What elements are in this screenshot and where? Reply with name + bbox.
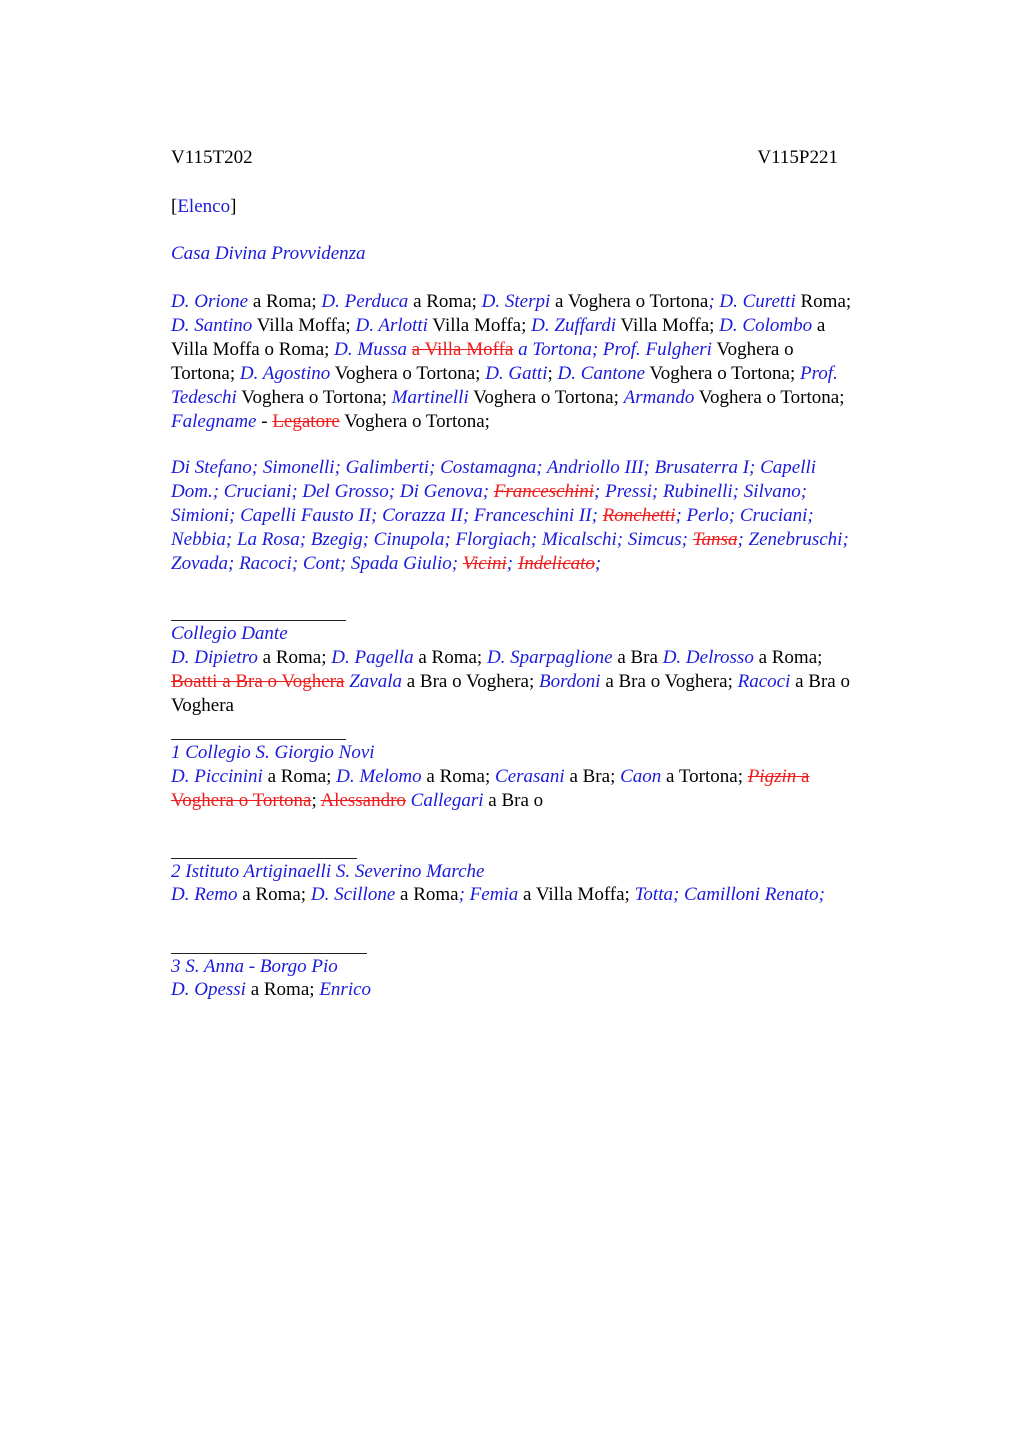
text-run: Voghera o Tortona; — [645, 363, 800, 384]
text-run: a Voghera o Tortona — [550, 291, 709, 312]
text-run: Voghera o Tortona; — [694, 387, 845, 408]
name-run: Cerasani — [495, 766, 565, 787]
name-run: Enrico — [319, 979, 372, 1000]
name-run: Zavala — [344, 671, 402, 692]
struck-run: Alessandro — [320, 790, 406, 811]
text-run: a Roma; — [753, 647, 823, 668]
name-run: ; — [708, 291, 715, 312]
text-run: a Roma; — [245, 979, 320, 1000]
name-run: D. Agostino — [239, 363, 331, 384]
separator-rule — [171, 620, 346, 621]
text-run: ; — [311, 790, 321, 811]
struck-run: a Villa Moffa — [411, 339, 514, 360]
name-run: ; Femia — [458, 884, 519, 905]
text-run: Voghera o Tortona; — [339, 411, 490, 432]
name-run: D. Santino — [171, 315, 253, 336]
name-run: Prof. — [800, 363, 838, 384]
text-run: a Roma — [395, 884, 459, 905]
name-run: Martinelli — [391, 387, 469, 408]
anna-title: 3 S. Anna - Borgo Pio — [171, 956, 338, 977]
text-run: Tortona; — [171, 363, 240, 384]
text-run: a Villa Moffa; — [518, 884, 635, 905]
name-run: Caon — [620, 766, 662, 787]
bracket-close: ] — [230, 196, 237, 217]
text-run: a Roma; — [248, 291, 322, 312]
text-run: Villa Moffa; — [427, 315, 532, 336]
text-run: a Roma; — [262, 766, 337, 787]
text-run: a Roma; — [237, 884, 311, 905]
name-run: D. Sparpaglione — [486, 647, 613, 668]
casa-paragraph-1 — [171, 290, 926, 434]
text-run: a Bra o Voghera; — [600, 671, 738, 692]
struck-run: Boatti a Bra o Voghera — [171, 671, 345, 692]
name-run: Zovada; Racoci; Cont; Spada Giulio; — [171, 553, 463, 574]
name-run: Nebbia; La Rosa; Bzegig; Cinupola; Florgiach; Micalschi; Simcus; — [171, 529, 693, 550]
name-run: ; Pressi; Rubinelli; Silvano; — [594, 481, 808, 502]
struck-run: a — [796, 766, 810, 787]
struck-run: Tansa — [692, 529, 738, 550]
name-run: Racoci — [737, 671, 791, 692]
casa-title: Casa Divina Provvidenza — [171, 243, 366, 264]
casa-paragraph-2 — [171, 456, 926, 576]
struck-run: Indelicato — [517, 553, 595, 574]
text-run: a Bra o — [483, 790, 544, 811]
separator-rule — [171, 858, 357, 859]
text-run: a Bra o — [790, 671, 850, 692]
text-run: a Tortona; — [661, 766, 748, 787]
text-run: Voghera o Tortona; — [330, 363, 486, 384]
dante-title: Collegio Dante — [171, 623, 288, 644]
name-run: Di Stefano; Simonelli; Galimberti; Costamagna; Andriollo III; Brusaterra I; Capelli — [171, 457, 817, 478]
struck-run: Franceschini — [493, 481, 595, 502]
novi-paragraph — [171, 765, 926, 813]
text-run: a Bra — [612, 647, 663, 668]
name-run: Armando — [623, 387, 695, 408]
name-run: Falegname — [171, 411, 257, 432]
struck-run: Voghera o Tortona — [171, 790, 312, 811]
name-run: D. Cantone — [557, 363, 646, 384]
name-run: D. Pagella — [331, 647, 414, 668]
name-run: ; — [506, 553, 518, 574]
text-run: ; — [547, 363, 558, 384]
novi-title: 1 Collegio S. Giorgio Novi — [171, 742, 375, 763]
name-run: D. Sterpi — [481, 291, 551, 312]
text-run: - — [256, 411, 273, 432]
name-run: D. Piccinini — [171, 766, 263, 787]
text-run: Villa Moffa o Roma; — [171, 339, 335, 360]
name-run: ; Zenebruschi; — [737, 529, 849, 550]
elenco-label: Elenco — [177, 196, 231, 217]
name-run: D. Opessi — [171, 979, 246, 1000]
name-run: D. Perduca — [321, 291, 409, 312]
text-run: a Roma; — [413, 647, 487, 668]
struck-run: Pigzin — [747, 766, 797, 787]
name-run: D. Mussa — [334, 339, 407, 360]
text-run: a Bra o Voghera; — [401, 671, 539, 692]
text-run: a Bra; — [564, 766, 621, 787]
text-run: a Roma; — [257, 647, 332, 668]
text-run: a — [812, 315, 826, 336]
right-code: V115P221 — [757, 147, 838, 168]
name-run: Simioni; Capelli Fausto II; Corazza II; Franceschini II; — [171, 505, 603, 526]
elenco-line — [171, 195, 926, 219]
name-run: D. Orione — [171, 291, 249, 312]
name-run: D. Gatti — [485, 363, 548, 384]
left-code: V115T202 — [171, 147, 253, 168]
text-run: Villa Moffa; — [252, 315, 356, 336]
name-run: ; Perlo; Cruciani; — [675, 505, 814, 526]
name-run: D. Remo — [171, 884, 238, 905]
struck-run: Ronchetti — [602, 505, 676, 526]
name-run: Dom.; Cruciani; Del Grosso; Di Genova; — [171, 481, 494, 502]
name-run: D. Curetti — [719, 291, 796, 312]
text-run: Voghera o — [711, 339, 794, 360]
name-run: D. Arlotti — [355, 315, 428, 336]
name-run: Callegari — [405, 790, 484, 811]
name-run: D. Scillone — [310, 884, 396, 905]
name-run: D. Melomo — [336, 766, 422, 787]
name-run: D. Delrosso — [662, 647, 754, 668]
text-run: Voghera o Tortona; — [236, 387, 392, 408]
name-run: Tedeschi — [171, 387, 237, 408]
name-run: Bordoni — [539, 671, 601, 692]
anna-paragraph — [171, 978, 926, 1002]
name-run: D. Colombo — [719, 315, 813, 336]
text-run: Voghera o Tortona; — [468, 387, 624, 408]
text-run: Villa Moffa; — [615, 315, 720, 336]
severino-paragraph — [171, 883, 926, 907]
severino-title: 2 Istituto Artiginaelli S. Severino Marche — [171, 861, 485, 882]
name-run: Totta; Camilloni Renato; — [634, 884, 825, 905]
separator-rule — [171, 739, 346, 740]
bracket-open: [ — [171, 196, 178, 217]
name-run: ; — [594, 553, 602, 574]
text-run: Roma; — [795, 291, 852, 312]
name-run: D. Zuffardi — [531, 315, 616, 336]
separator-rule — [171, 953, 367, 954]
text-run: a Roma; — [408, 291, 482, 312]
struck-run: Legatore — [272, 411, 340, 432]
struck-run: Vicini — [462, 553, 507, 574]
text-run: a Roma; — [421, 766, 496, 787]
text-run: Voghera — [171, 695, 234, 716]
name-run: D. Dipietro — [171, 647, 258, 668]
name-run: a Tortona; Prof. Fulgheri — [513, 339, 712, 360]
dante-paragraph — [171, 646, 926, 718]
